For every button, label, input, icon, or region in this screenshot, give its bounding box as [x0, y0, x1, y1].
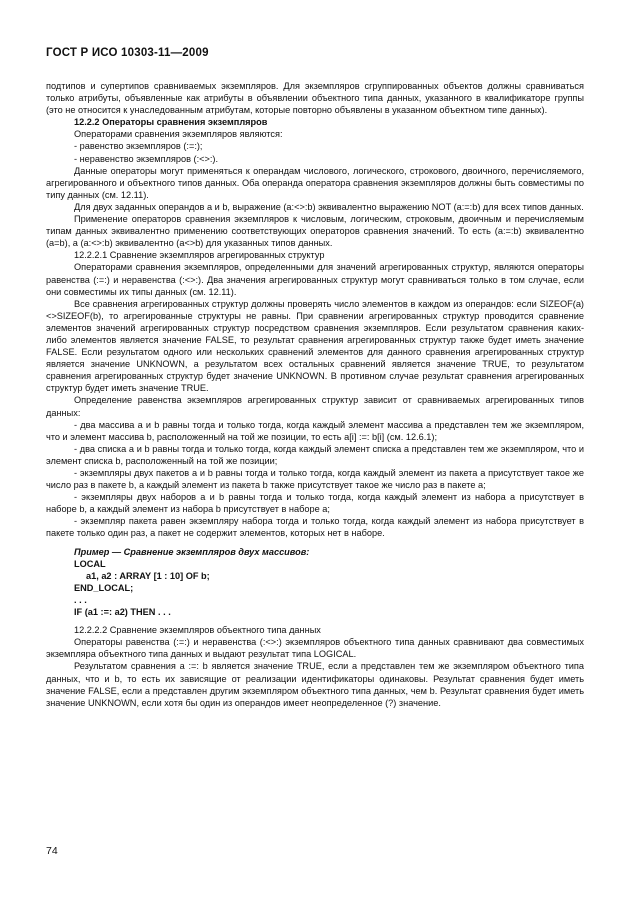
paragraph: Данные операторы могут применяться к операндам числового, логического, строкового, двоичного, перечисляемого, агрегированного и объектного типов данных. Оба операнда оператора сравнения экземпляров должны быть совместимы по типу данных (см. 12.11). [46, 165, 584, 200]
list-item: - равенство экземпляров (:=:); [74, 141, 203, 152]
document-header: ГОСТ Р ИСО 10303-11—2009 [46, 47, 209, 59]
example-title: Пример — Сравнение экземпляров двух массивов: [74, 546, 310, 557]
list-item: - два массива a и b равны тогда и только тогда, когда каждый элемент массива a представлен тем же экземпляром, что и элемент массива b, расположенный на той же позиции, то есть a[i] :=: b[i] (см. 12.6.1); [46, 419, 584, 442]
paragraph: Операторы равенства (:=:) и неравенства (:<>:) экземпляров объектного типа данных сравнивают два совместимых экземпляра объектного типа данных и выдают результат типа LOGICAL. [46, 637, 584, 660]
paragraph: Операторами сравнения экземпляров, определенными для значений агрегированных структур, являются операторы равенства (:=:) и неравенства (:<>:). Два значения агрегированных структур могут сравниваться только в том случае, если они совместимы их типы данных (см. 12.11). [46, 262, 584, 297]
page-body [46, 80, 584, 709]
paragraph: подтипов и супертипов сравниваемых экземпляров. Для экземпляров сгруппированных объектов должны сравниваться только атрибуты, объявленные как атрибуты в объявлении объектного типа данных, указанного в квалификаторе группы (это не относится к унаследованным атрибутам, которые повторно объявлены в указанном объектном типе данных). [46, 81, 584, 116]
paragraph: Операторами сравнения экземпляров являются: [74, 129, 283, 140]
page-number: 74 [46, 845, 58, 857]
paragraph: Применение операторов сравнения экземпляров к числовым, логическим, строковым, двоичным и перечисляемым типам данных эквивалентно применению соответствующих операторов сравнения значений. То есть (a:=:b) эквивалентно (a=b), а (a:<>:b) эквивалентно (a<>b) для указанных типов данных. [46, 214, 584, 249]
code-line: LOCAL [74, 558, 106, 569]
paragraph: Результатом сравнения a :=: b является значение TRUE, если a представлен тем же экземпляром объектного типа данных, что и b, то есть их зависящие от реализации идентификаторы одинаковы. Результат сравнения будет иметь значение FALSE, если a представлен другим экземпляром объектного типа данных, чем b. Результат сравнения будет иметь значение UNKNOWN, если хотя бы один из операндов имеет неопределенное (?) значение. [46, 661, 584, 708]
paragraph: Определение равенства экземпляров агрегированных структур зависит от сравниваемых агрегированных типов данных: [46, 395, 584, 418]
paragraph: Все сравнения агрегированных структур должны проверять число элементов в каждом из операндов: если SIZEOF(a)<>SIZEOF(b), то агрегированные структуры не равны. При сравнении агрегированных структур проводится сравнение элементов значений агрегированных структур посредством сравнения экземпляров. Если результатом сравнения каких-либо элементов является значение FALSE, то результат сравнения агрегированных структур также будет иметь значение FALSE. Если результатом одного или нескольких сравнений элементов для данного сравнения агрегированных структур является значение UNKNOWN, а результатом всех остальных сравнений является значение TRUE, то результатом сравнения агрегированных структур будет значение UNKNOWN. В противном случае результат сравнения агрегированных структур будет иметь значение TRUE. [46, 298, 584, 394]
code-line: IF (a1 :=: a2) THEN . . . [74, 607, 171, 618]
list-item: - экземпляры двух наборов a и b равны тогда и только тогда, когда каждый элемент из набора a присутствует в наборе b, а каждый элемент из набора b присутствует в наборе a; [46, 492, 584, 515]
list-item: - экземпляры двух пакетов a и b равны тогда и только тогда, когда каждый элемент из пакета a присутствует такое же число раз в пакете b, а каждый элемент из пакета b также присутствует такое же число раз в пакете a; [46, 468, 584, 491]
subsection-heading: 12.2.2.1 Сравнение экземпляров агрегированных структур [74, 250, 325, 261]
code-line: a1, a2 : ARRAY [1 : 10] OF b; [86, 570, 210, 581]
list-item: - два списка a и b равны тогда и только тогда, когда каждый элемент списка a представлен тем же экземпляром, что и элемент списка b, расположенный на той же позиции; [46, 443, 584, 466]
subsection-heading: 12.2.2.2 Сравнение экземпляров объектного типа данных [74, 625, 321, 636]
section-heading: 12.2.2 Операторы сравнения экземпляров [74, 117, 268, 128]
list-item: - экземпляр пакета равен экземпляру набора тогда и только тогда, когда каждый элемент из набора присутствует в пакете только один раз, а пакет не содержит элементов, которых нет в наборе. [46, 516, 584, 539]
code-line: END_LOCAL; [74, 582, 134, 593]
paragraph: Для двух заданных операндов a и b, выражение (a:<>:b) эквивалентно выражению NOT (a:=:b) для всех типов данных. [74, 201, 584, 212]
code-line: . . . [74, 594, 87, 605]
list-item: - неравенство экземпляров (:<>:). [74, 153, 219, 164]
